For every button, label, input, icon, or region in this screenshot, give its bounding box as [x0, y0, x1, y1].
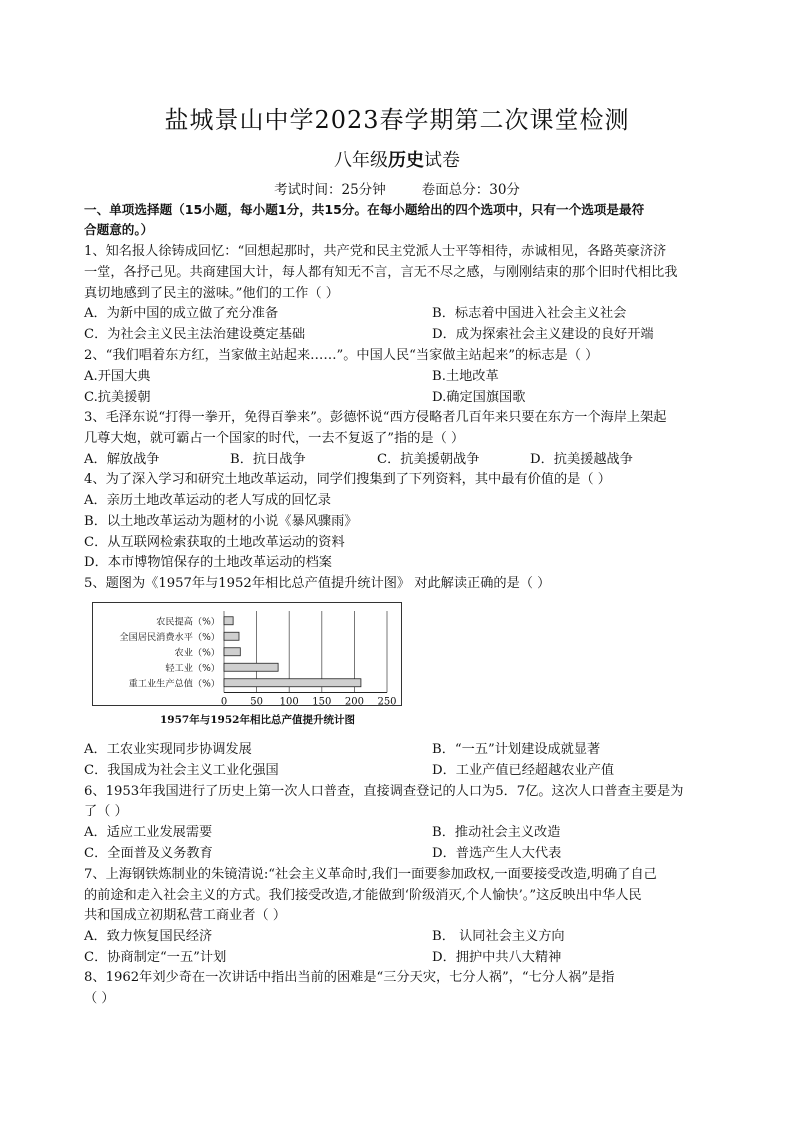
q7-option-d: D．拥护中共八大精神: [432, 950, 562, 965]
subtitle-subject: 历史: [388, 150, 424, 171]
q7-option-c: C．协商制定“一五”计划: [84, 950, 227, 965]
q5-option-a: A．工农业实现同步协调发展: [84, 742, 252, 757]
q7-option-a: A．致力恢复国民经济: [84, 929, 213, 944]
x-tick-label: 250: [377, 696, 397, 705]
bar: [224, 617, 233, 625]
x-tick-label: 100: [279, 696, 299, 705]
x-tick-label: 0: [220, 696, 228, 705]
bar: [224, 648, 240, 656]
exam-meta: [0, 178, 794, 198]
section-heading-cont: 合题意的。）: [84, 222, 154, 237]
question-7-stem-3: 共和国成立初期私营工商业者（ ）: [84, 908, 287, 923]
question-1-stem-2: 一堂，各抒己见。共商建国大计，每人都有知无不言，言无不尽之感，与刚刚结束的那个旧时代相比我: [84, 265, 678, 280]
q4-option-b: B．以土地改革运动为题材的小说《暴风骤雨》: [84, 514, 358, 529]
q4-option-c: C．从互联网检索获取的土地改革运动的资料: [84, 535, 345, 550]
q3-option-b: B．抗日战争: [230, 452, 306, 467]
q3-option-a: A．解放战争: [84, 452, 160, 467]
q4-option-a: A．亲历土地改革运动的老人写成的回忆录: [84, 493, 331, 508]
question-8-stem: 8、1962年刘少奇在一次讲话中指出当前的困难是“三分天灾，七分人祸”，“七分人祸”是指: [84, 970, 615, 985]
q6-option-a: A．适应工业发展需要: [84, 825, 213, 840]
question-5-stem: 5、题图为《1957年与1952年相比总产值提升统计图》 对此解读正确的是（ ）: [84, 576, 551, 591]
bar-chart-figure: [92, 602, 402, 706]
category-label: 轻工业（%）: [165, 662, 220, 674]
exam-subtitle: [0, 146, 794, 172]
q5-option-b: B．“一五”计划建设成就显著: [432, 742, 601, 757]
q5-option-c: C．我国成为社会主义工业化强国: [84, 763, 279, 778]
bar: [224, 632, 239, 640]
subtitle-grade: 八年级: [334, 150, 388, 171]
question-3-stem-2: 几尊大炮，就可霸占一个国家的时代，一去不复返了”指的是（ ）: [84, 431, 465, 446]
q6-option-c: C．全面普及义务教育: [84, 846, 213, 861]
question-6-stem: 6、1953年我国进行了历史上第一次人口普查，直接调查登记的人口为5．7亿。这次人口普查主要是为: [84, 784, 684, 799]
q2-option-b: B.土地改革: [432, 369, 499, 384]
q1-option-c: C．为社会主义民主法治建设奠定基础: [84, 327, 306, 342]
category-label: 全国居民消费水平（%）: [119, 631, 220, 643]
question-4-stem: 4、为了深入学习和研究土地改革运动，同学们搜集到了下列资料，其中最有价值的是（ ）: [84, 472, 611, 487]
q2-option-c: C.抗美援朝: [84, 390, 151, 405]
x-tick-label: 150: [312, 696, 332, 705]
bar-chart: [93, 603, 401, 705]
section-heading: 一、单项选择题（15小题，每小题1分，共15分。在每小题给出的四个选项中，只有一个选项是最符: [84, 202, 645, 217]
q4-option-d: D．本市博物馆保存的土地改革运动的档案: [84, 555, 332, 570]
q1-option-b: B．标志着中国进入社会主义社会: [432, 306, 627, 321]
question-1-stem-3: 真切地感到了民主的滋味。”他们的工作（ ）: [84, 286, 339, 301]
q7-option-b: B． 认同社会主义方向: [432, 929, 565, 944]
question-7-stem: 7、上海钢铁炼制业的朱镜清说:“社会主义革命时,我们一面要参加政权,一面要接受改造,明确了自己: [84, 867, 657, 882]
q2-option-d: D.确定国旗国歌: [432, 390, 526, 405]
q6-option-b: B．推动社会主义改造: [432, 825, 561, 840]
bar: [224, 663, 278, 671]
question-7-stem-2: 的前途和走入社会主义的方式。我们接受改造,才能做到‘阶级消灭,个人愉快’。”这反映出中华人民: [84, 888, 642, 903]
q6-option-d: D．普选产生人大代表: [432, 846, 562, 861]
q5-option-d: D．工业产值已经超越农业产值: [432, 763, 615, 778]
category-label: 农民提高（%）: [156, 616, 220, 628]
q3-option-c: C．抗美援朝战争: [377, 452, 480, 467]
x-tick-label: 200: [344, 696, 364, 705]
x-tick-label: 50: [250, 696, 263, 705]
q2-option-a: A.开国大典: [84, 369, 151, 384]
chart-caption: 1957年与1952年相比总产值提升统计图: [160, 714, 355, 726]
question-8-stem-2: （ ）: [84, 991, 115, 1006]
exam-score: 卷面总分：30分: [421, 182, 520, 198]
question-3-stem: 3、毛泽东说“打得一拳开，免得百拳来”。彭德怀说“西方侵略者几百年来只要在东方一个海岸上架起: [84, 410, 667, 425]
bar: [224, 679, 361, 687]
subtitle-suffix: 试卷: [424, 150, 460, 171]
question-1-stem: 1、知名报人徐铸成回忆：“回想起那时，共产党和民主党派人士平等相待，赤诚相见，各路英豪济济: [84, 244, 667, 259]
q1-option-a: A．为新中国的成立做了充分准备: [84, 306, 279, 321]
question-6-stem-2: 了（ ）: [84, 804, 128, 819]
category-label: 重工业生产总值（%）: [128, 678, 220, 690]
q1-option-d: D．成为探索社会主义建设的良好开端: [432, 327, 654, 342]
exam-title: 盐城景山中学2023春学期第二次课堂检测: [164, 106, 630, 134]
category-label: 农业（%）: [174, 647, 220, 659]
q3-option-d: D．抗美援越战争: [530, 452, 633, 467]
exam-time: 考试时间：25分钟: [274, 182, 386, 198]
question-2-stem: 2、“我们唱着东方红，当家做主站起来……”。中国人民“当家做主站起来”的标志是（ ）: [84, 348, 599, 363]
